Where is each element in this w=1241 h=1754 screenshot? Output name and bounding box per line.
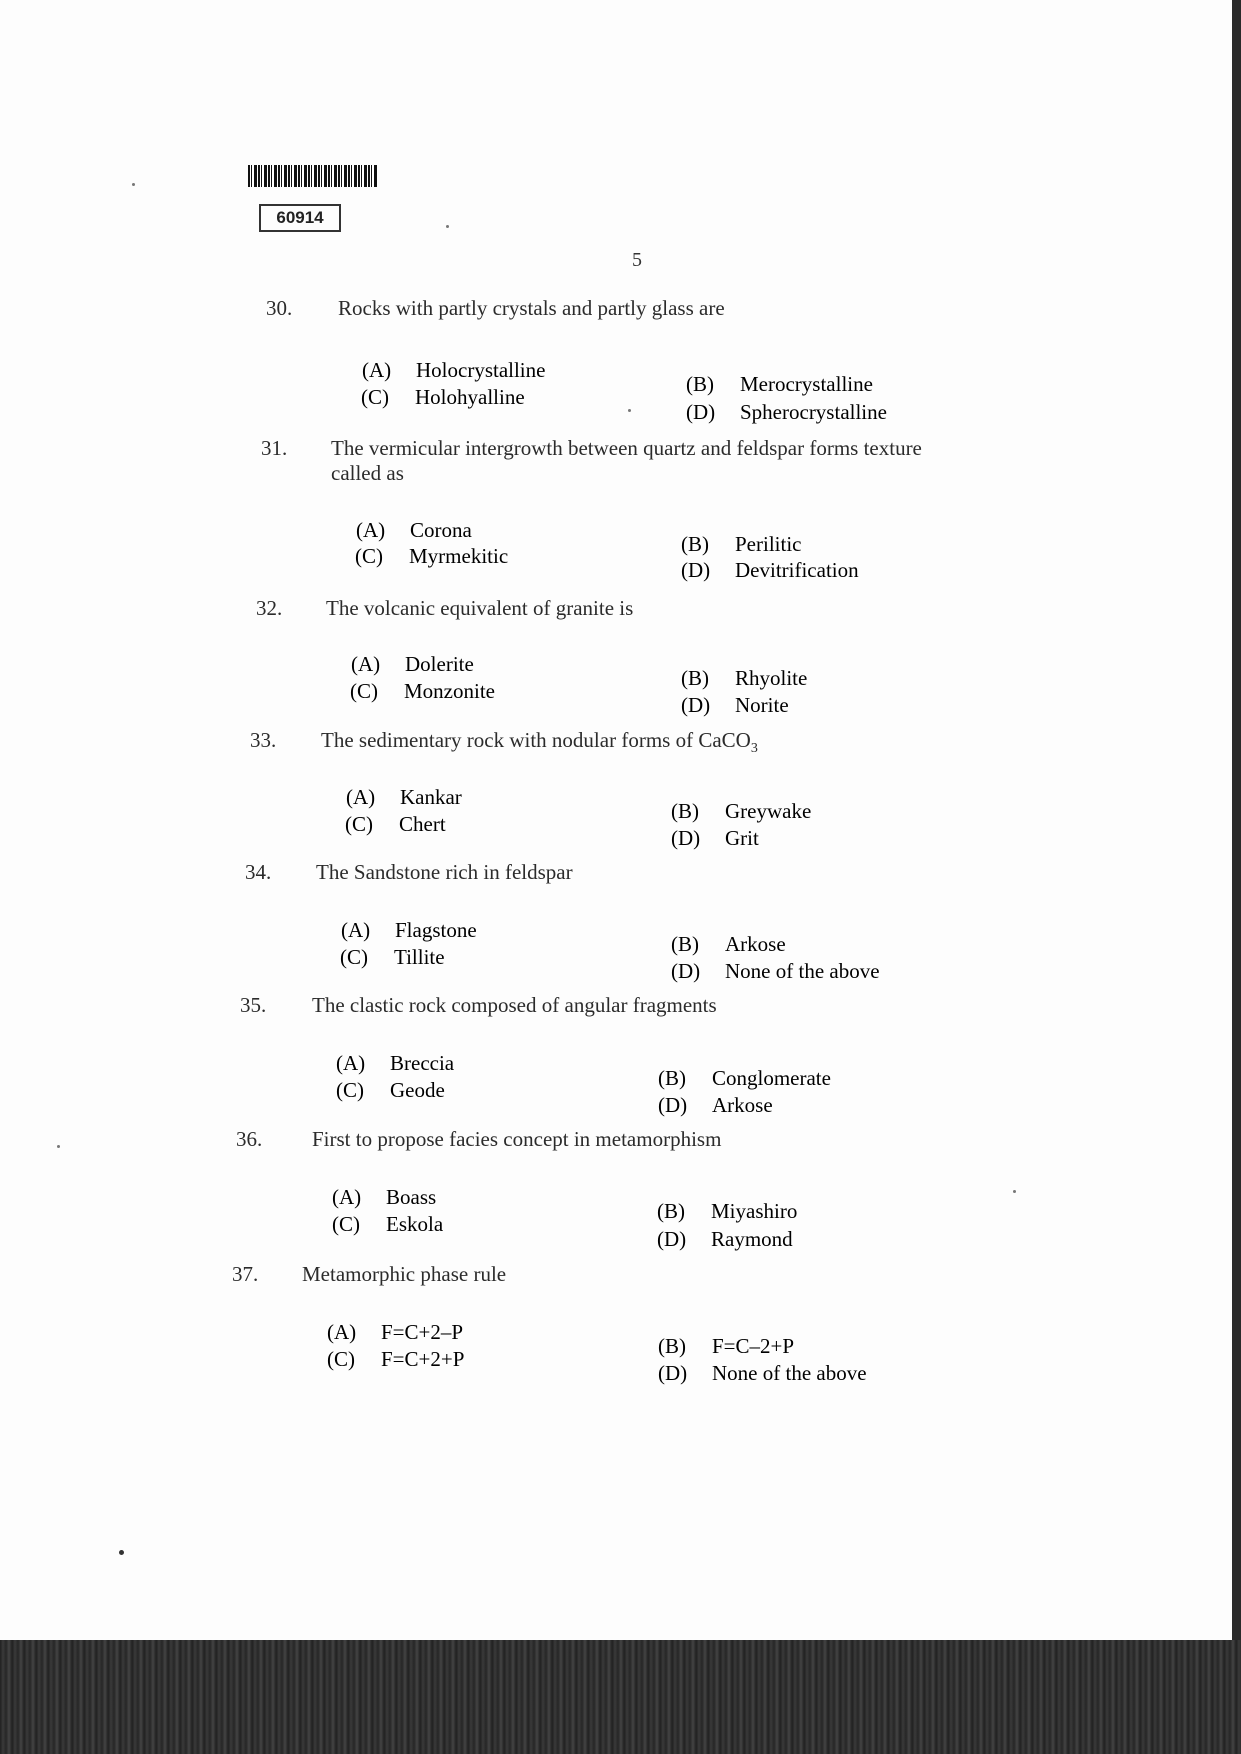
scan-speck [446,225,449,228]
question-text: Metamorphic phase rule [302,1262,507,1286]
question-text: First to propose facies concept in metamorphism [312,1127,722,1151]
question-text: The Sandstone rich in feldspar [316,860,573,884]
paper-code-box: 60914 [259,204,341,232]
option-c: (C) Geode [336,1078,445,1102]
question-text: The volcanic equivalent of granite is [326,596,634,620]
option-d: (D) None of the above [671,959,880,983]
option-c: (C) Myrmekitic [355,544,509,568]
option-b: (B) F=C–2+P [658,1334,795,1358]
option-d: (D) None of the above [658,1361,867,1385]
option-d: (D) Raymond [657,1227,793,1251]
option-a: (A) Corona [356,518,472,542]
barcode-image [248,165,378,187]
option-b: (B) Greywake [671,799,812,823]
question-number: 35. [240,993,267,1017]
option-d: (D) Norite [681,693,789,717]
option-b: (B) Merocrystalline [686,372,873,396]
option-a: (A) Flagstone [341,918,477,942]
question-number: 33. [250,728,277,752]
option-b: (B) Arkose [671,932,786,956]
option-b: (B) Perilitic [681,532,802,556]
scan-speck [1013,1190,1016,1193]
question-number: 36. [236,1127,263,1151]
question-text: The vermicular intergrowth between quartz and feldspar forms texture called as [331,436,922,485]
scan-speck [132,183,135,186]
scan-speck [57,1145,60,1148]
option-d: (D) Arkose [658,1093,773,1117]
option-c: (C) Monzonite [350,679,495,703]
question-number: 37. [232,1262,259,1286]
option-b: (B) Miyashiro [657,1199,798,1223]
option-b: (B) Rhyolite [681,666,808,690]
question-text: Rocks with partly crystals and partly glass are [338,296,725,320]
option-a: (A) Holocrystalline [362,358,546,382]
scan-speck [119,1550,124,1555]
question-number: 34. [245,860,272,884]
scan-speck [628,409,631,412]
option-a: (A) Dolerite [351,652,474,676]
option-b: (B) Conglomerate [658,1066,831,1090]
option-d: (D) Spherocrystalline [686,400,887,424]
option-c: (C) Chert [345,812,446,836]
option-a: (A) F=C+2–P [327,1320,464,1344]
option-c: (C) Tillite [340,945,445,969]
question-number: 31. [261,436,288,460]
option-c: (C) Holohyalline [361,385,525,409]
question-number: 32. [256,596,283,620]
option-c: (C) Eskola [332,1212,444,1236]
question-number: 30. [266,296,293,320]
option-a: (A) Boass [332,1185,437,1209]
option-a: (A) Breccia [336,1051,455,1075]
scanner-edge [0,1640,1241,1754]
option-d: (D) Devitrification [681,558,859,582]
question-text: The sedimentary rock with nodular forms of CaCO$_3$ [321,728,758,757]
option-d: (D) Grit [671,826,759,850]
page-number: 5 [632,249,642,271]
question-text: The clastic rock composed of angular fragments [312,993,717,1017]
option-a: (A) Kankar [346,785,462,809]
option-c: (C) F=C+2+P [327,1347,465,1371]
